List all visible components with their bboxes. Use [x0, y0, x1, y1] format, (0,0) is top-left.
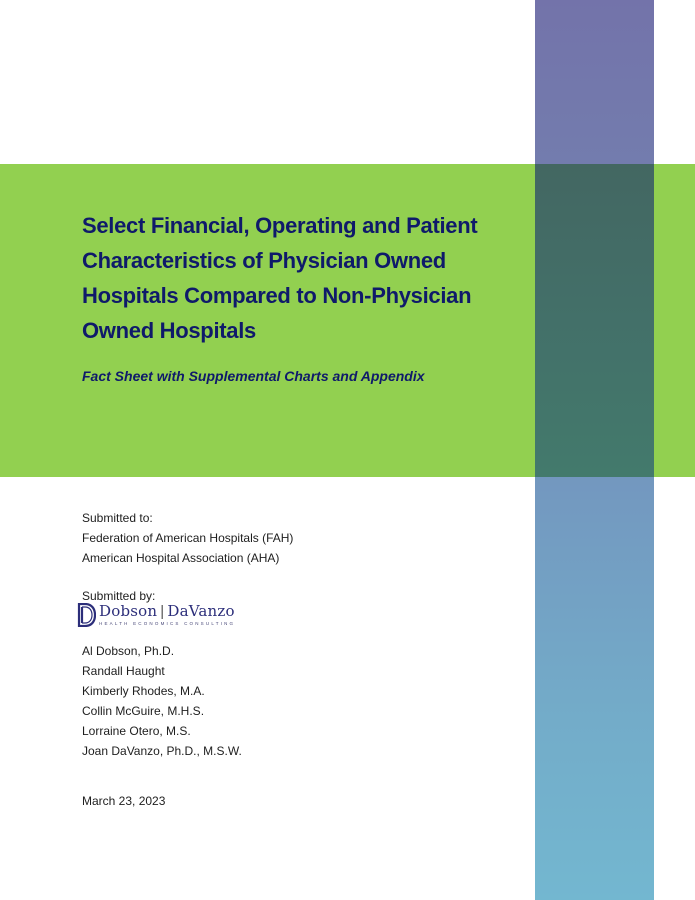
author: Randall Haught: [82, 664, 165, 678]
authors-list: [82, 641, 242, 761]
logo-tagline: HEALTH ECONOMICS CONSULTING: [99, 621, 236, 626]
submitted-to-block: [82, 508, 293, 568]
logo-name-left: Dobson: [99, 602, 158, 620]
logo-name-right: DaVanzo: [167, 602, 235, 620]
stripe-band-overlap: [535, 164, 654, 477]
author: Joan DaVanzo, Ph.D., M.S.W.: [82, 744, 242, 758]
author: Kimberly Rhodes, M.A.: [82, 684, 205, 698]
recipient-org: Federation of American Hospitals (FAH): [82, 531, 294, 545]
dobson-davanzo-logo: [77, 603, 235, 627]
author: Lorraine Otero, M.S.: [82, 724, 191, 738]
title-line: Select Financial, Operating and Patient: [82, 213, 478, 238]
dobson-davanzo-d-logo-icon: [77, 603, 96, 627]
author: Al Dobson, Ph.D.: [82, 644, 175, 658]
title-line: Owned Hospitals: [82, 318, 256, 343]
title-line: Characteristics of Physician Owned: [82, 248, 446, 273]
author: Collin McGuire, M.H.S.: [82, 704, 205, 718]
title-line: Hospitals Compared to Non-Physician: [82, 283, 472, 308]
logo-separator: |: [160, 603, 165, 620]
document-title: [82, 208, 532, 348]
submitted-by-label: Submitted by:: [82, 589, 156, 603]
document-subtitle: Fact Sheet with Supplemental Charts and Appendix: [82, 368, 425, 384]
recipient-org: American Hospital Association (AHA): [82, 551, 280, 565]
document-date: March 23, 2023: [82, 794, 166, 808]
submitted-to-label: Submitted to:: [82, 511, 153, 525]
